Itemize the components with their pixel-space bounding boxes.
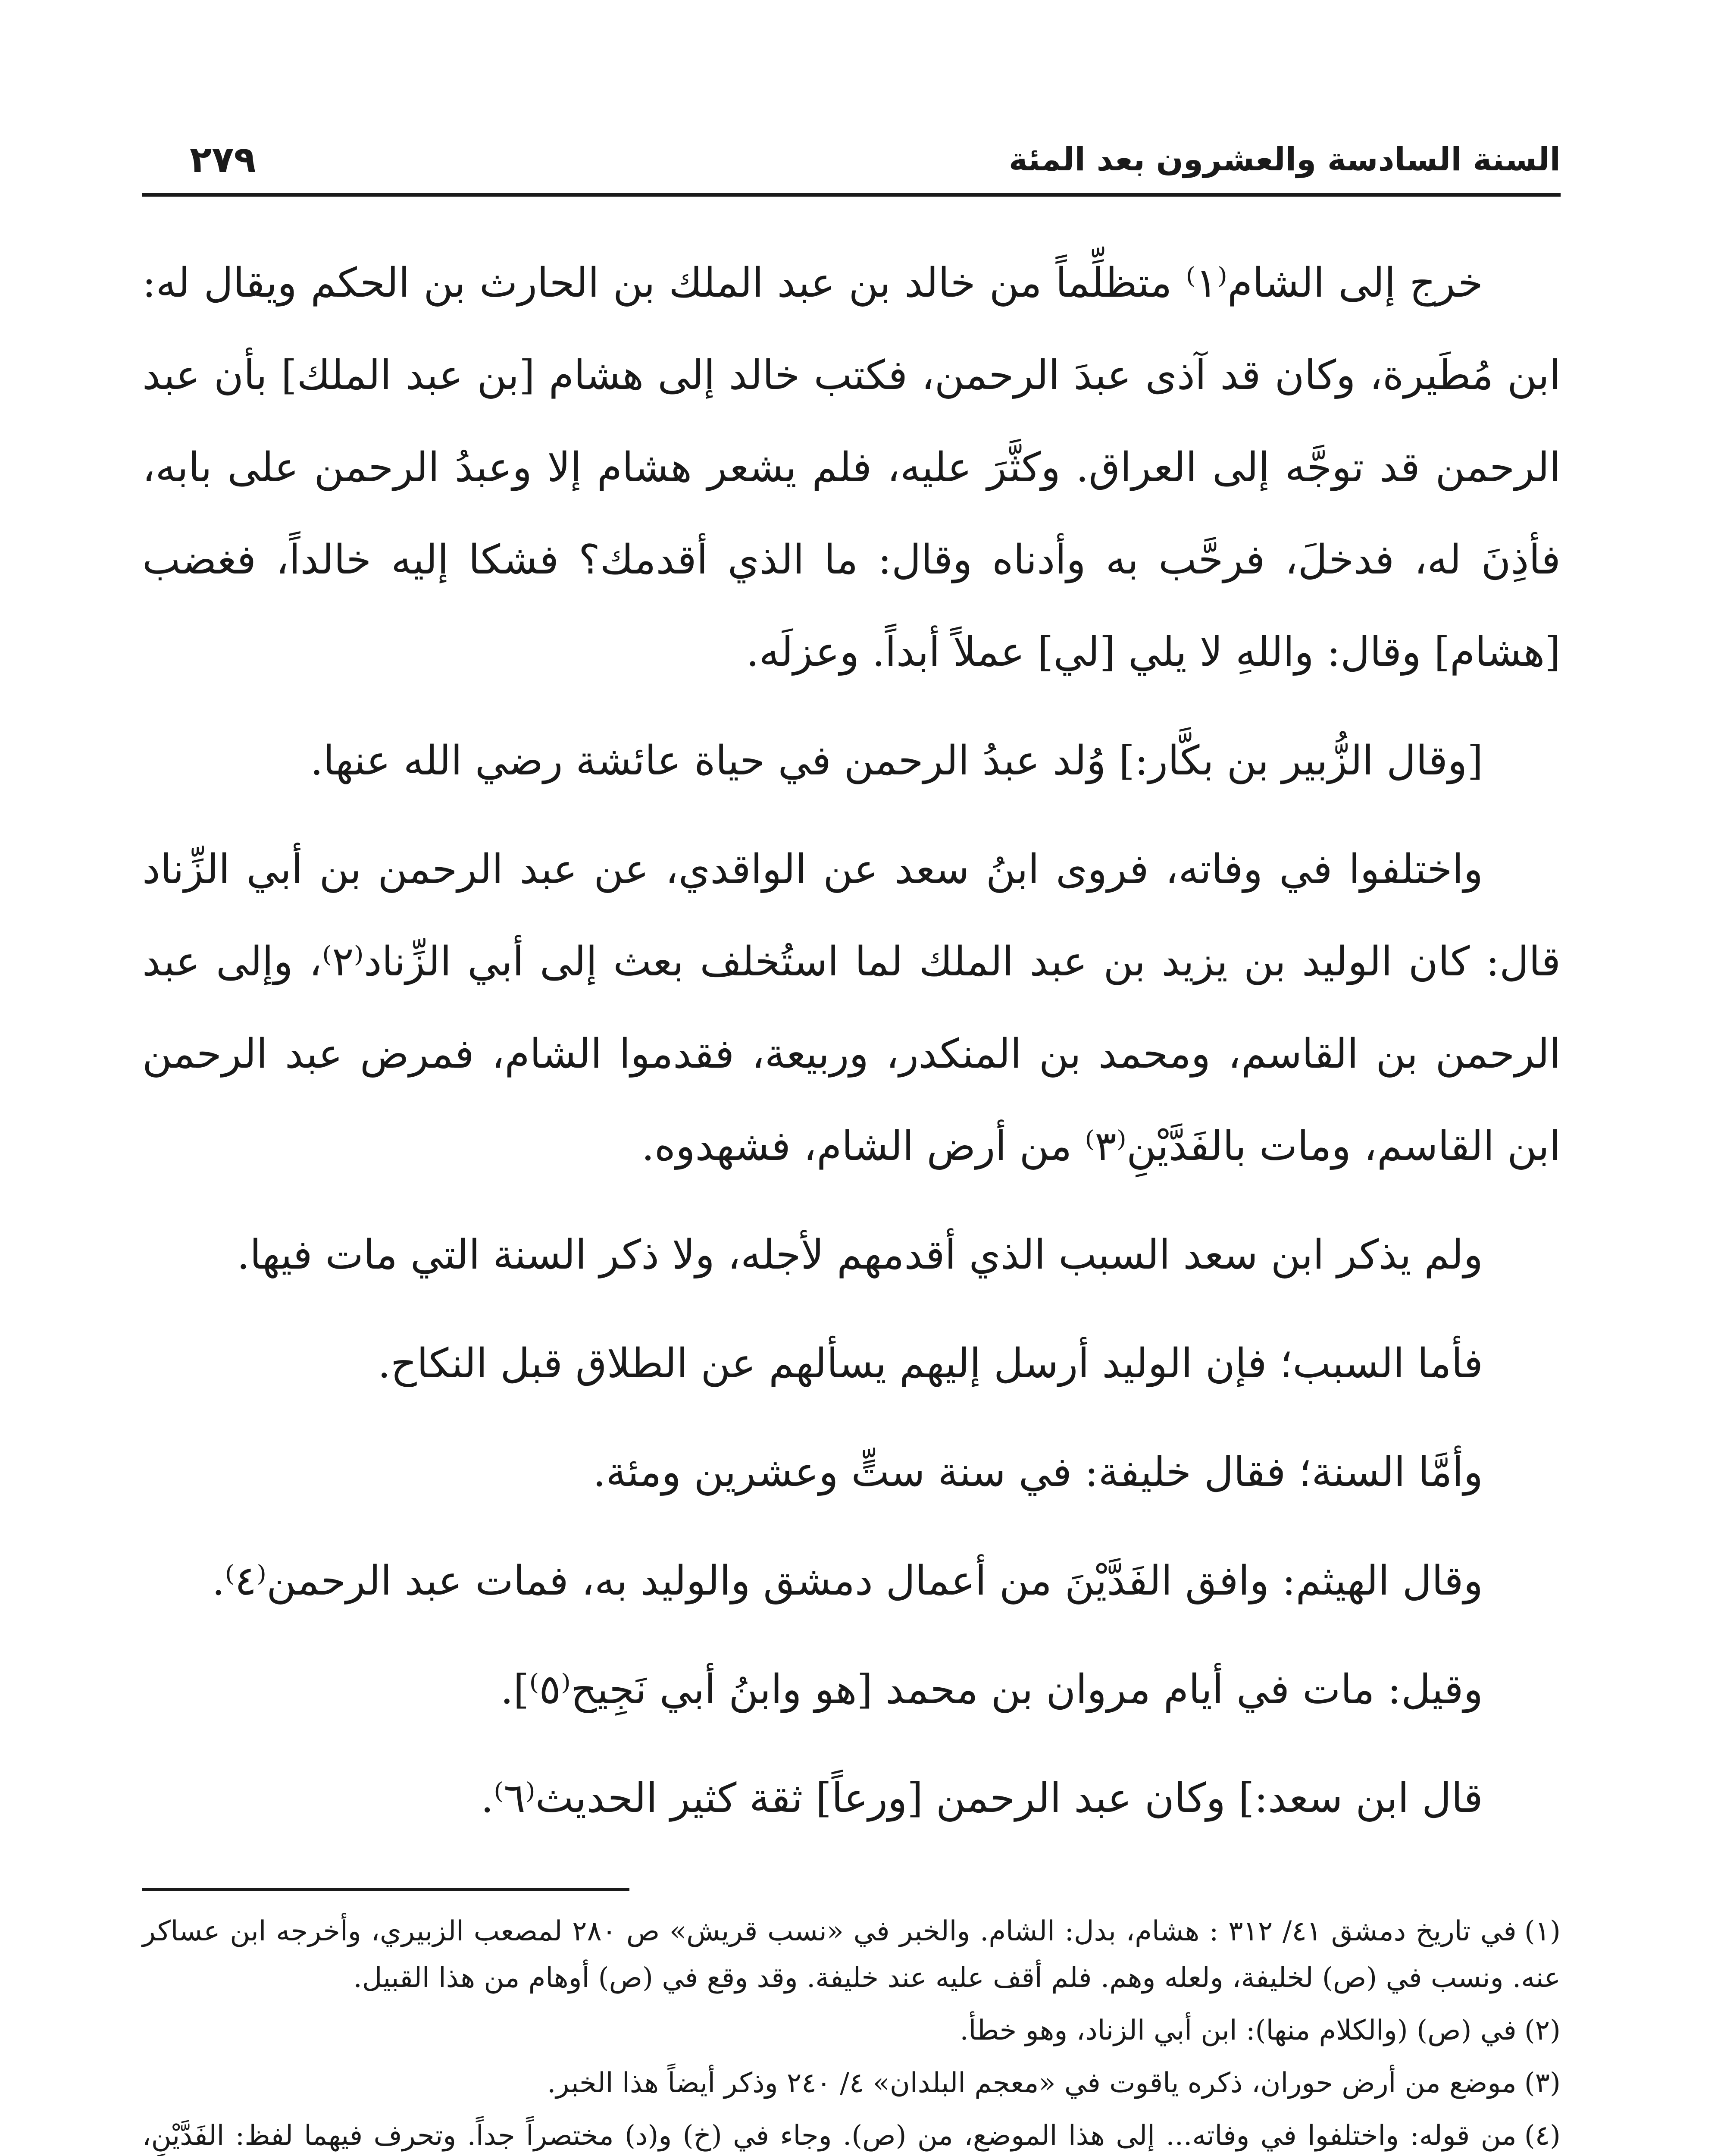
footnote-text: من قوله: واختلفوا في وفاته... إلى هذا الموضع، من (ص). وجاء في (خ) و(د) مختصراً جداً. وتحرف فيهما لفظ: الفَدَّيْنِ، — [142, 2120, 1517, 2152]
paragraph: ولم يذكر ابن سعد السبب الذي أقدمهم لأجله، ولا ذكر السنة التي مات فيها. — [237, 1232, 1483, 1279]
footnote-marker: (٤) — [1524, 2120, 1561, 2152]
header-rule — [142, 193, 1561, 197]
page-number: ٢٧٩ — [190, 138, 256, 181]
book-page — [142, 129, 1561, 2156]
footnote-text: في تاريخ دمشق ٤١/ ٣١٢ : هشام، بدل: الشام. والخبر في «نسب قريش» ص ٢٨٠ لمصعب الزبيري، وأخرجه ابن عساكر عنه. ونسب في (ص) لخليفة، ولعله وهم. فلم أقف عليه عند خليفة. وقد وقع في (ص) أوهام من هذا القبيل. — [142, 1915, 1561, 1994]
main-text — [142, 237, 1561, 1845]
footnote-text: موضع من أرض حوران، ذكره ياقوت في «معجم البلدان» ٤/ ٢٤٠ وذكر أيضاً هذا الخبر. — [547, 2067, 1517, 2099]
footnote — [142, 2112, 1561, 2156]
paragraph: فأما السبب؛ فإن الوليد أرسل إليهم يسألهم عن الطلاق قبل النكاح. — [378, 1340, 1483, 1387]
footnote — [142, 1908, 1561, 2001]
running-title: السنة السادسة والعشرون بعد المئة — [1008, 141, 1561, 178]
paragraph: [وقال الزُّبير بن بكَّار:] وُلد عبدُ الرحمن في حياة عائشة رضي الله عنها. — [310, 737, 1483, 784]
running-header — [142, 129, 1561, 194]
paragraph: وقيل: مات في أيام مروان بن محمد [هو وابنُ أبي نَجِيح⁽٥⁾]. — [500, 1666, 1483, 1713]
footnote — [142, 2007, 1561, 2054]
paragraph: وأمَّا السنة؛ فقال خليفة: في سنة ستٍّ وعشرين ومئة. — [593, 1449, 1483, 1496]
paragraph: وقال الهيثم: وافق الفَدَّيْنَ من أعمال دمشق والوليد به، فمات عبد الرحمن⁽٤⁾. — [212, 1557, 1483, 1604]
footnote-marker: (١) — [1524, 1915, 1561, 1947]
footnote-text: في (ص) (والكلام منها): ابن أبي الزناد، وهو خطأ. — [960, 2015, 1517, 2046]
paragraph: خرج إلى الشام⁽١⁾ متظلِّماً من خالد بن عبد الملك بن الحارث بن الحكم ويقال له: ابن مُطَيرة، وكان قد آذى عبدَ الرحمن، فكتب خالد إلى هشام [بن عبد الملك] بأن عبد الرحمن قد توجَّه إلى العراق. وكثَّرَ عليه، فلم يشعر هشام إلا وعبدُ الرحمن على بابه، فأذِنَ له، فدخلَ، فرحَّب به وأدناه وقال: ما الذي أقدمك؟ فشكا إليه خالداً، فغضب [هشام] وقال: واللهِ لا يلي [لي] عملاً أبداً. وعزلَه. — [142, 260, 1561, 676]
paragraph: قال ابن سعد:] وكان عبد الرحمن [ورعاً] ثقة كثير الحديث⁽٦⁾. — [481, 1775, 1483, 1822]
footnote-marker: (٣) — [1524, 2067, 1561, 2099]
footnote-separator — [142, 1888, 629, 1891]
footnote-marker: (٢) — [1524, 2015, 1561, 2046]
footnotes — [142, 1908, 1561, 2156]
paragraph: واختلفوا في وفاته، فروى ابنُ سعد عن الواقدي، عن عبد الرحمن بن أبي الزِّناد قال: كان الوليد بن يزيد بن عبد الملك لما استُخلف بعث إلى أبي الزِّناد⁽٢⁾، وإلى عبد الرحمن بن القاسم، ومحمد بن المنكدر، وربيعة، فقدموا الشام، فمرض عبد الرحمن ابن القاسم، ومات بالفَدَّيْنِ⁽٣⁾ من أرض الشام، فشهدوه. — [142, 846, 1561, 1170]
footnote — [142, 2060, 1561, 2106]
